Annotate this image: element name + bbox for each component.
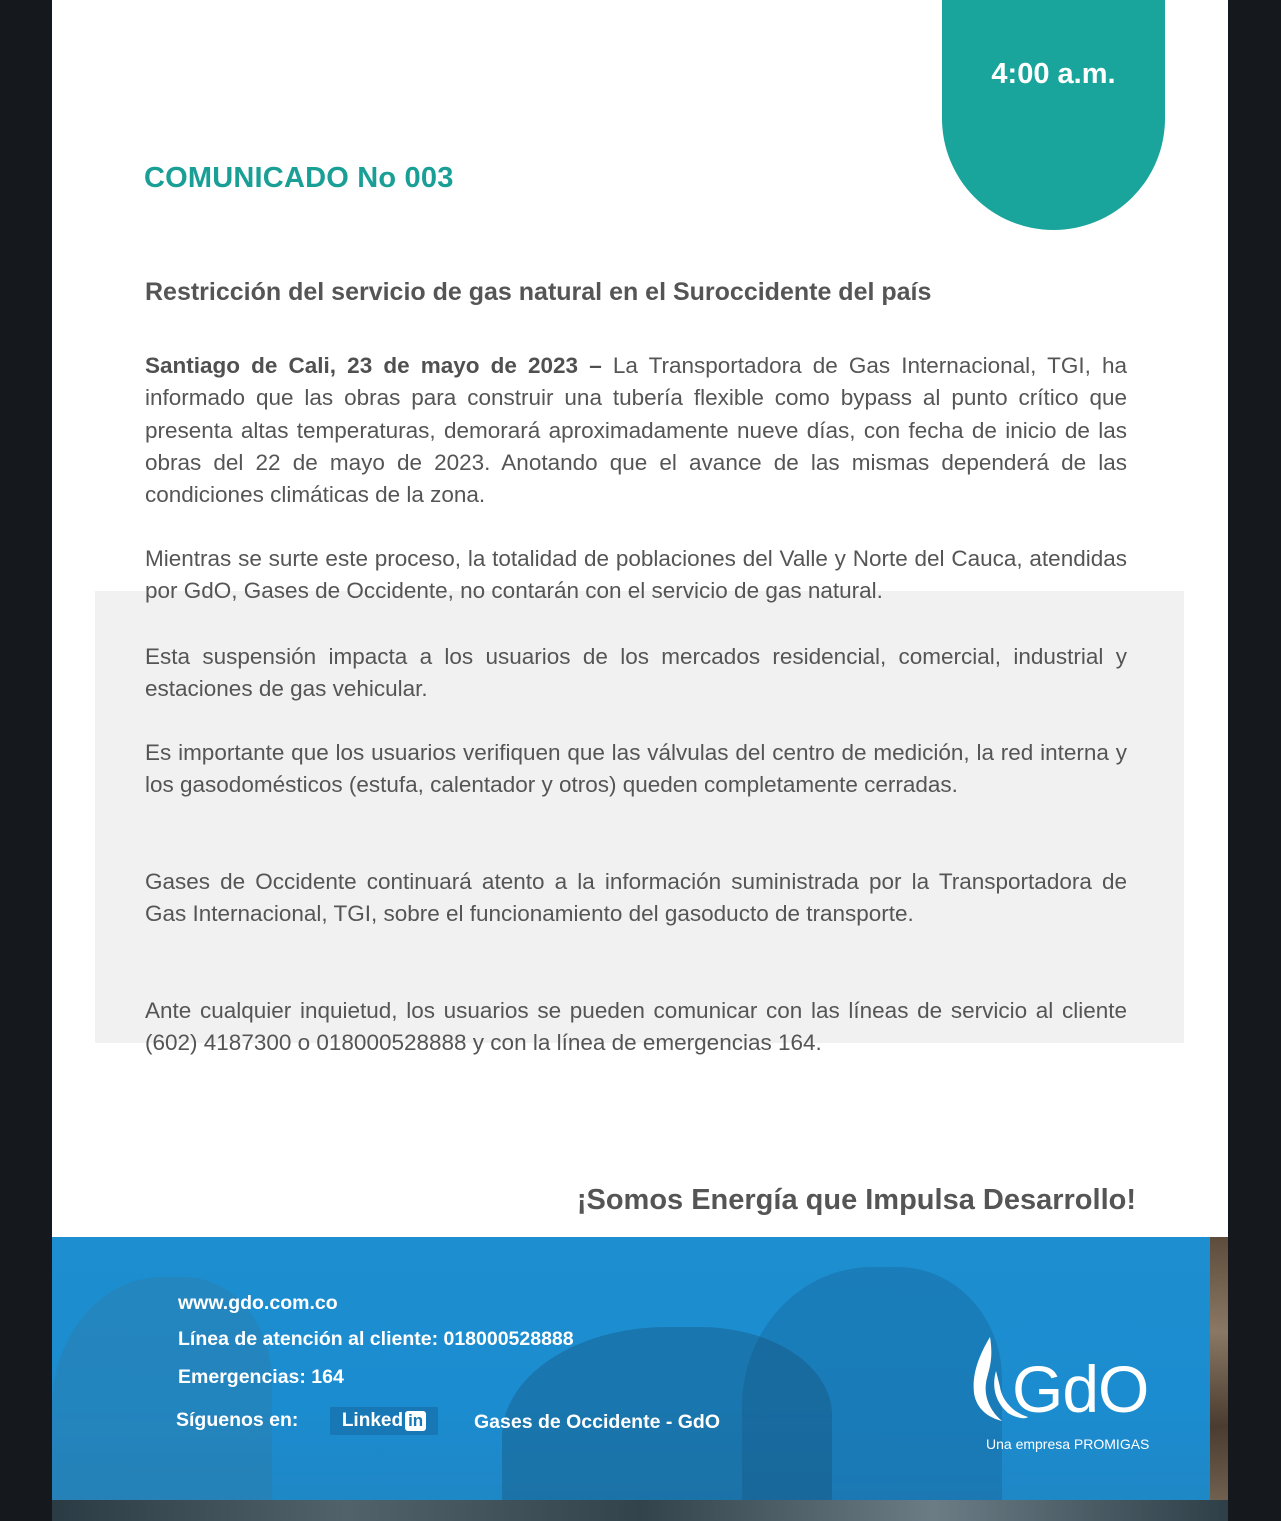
footer-bottom-strip bbox=[52, 1500, 1228, 1521]
footer-customer-line: Línea de atención al cliente: 018000528888 bbox=[178, 1328, 574, 1350]
paragraph-1 bbox=[145, 350, 1127, 511]
paragraph-3: Esta suspensión impacta a los usuarios de los mercados residencial, comercial, industrial y estaciones de gas vehicular. bbox=[145, 644, 1127, 702]
slogan: ¡Somos Energía que Impulsa Desarrollo! bbox=[576, 1184, 1136, 1216]
communique-page bbox=[52, 0, 1228, 1521]
paragraph-2: Mientras se surte este proceso, la totalidad de poblaciones del Valle y Norte del Cauca, atendidas por GdO, Gases de Occidente, no contarán con el servicio de gas natural. bbox=[145, 546, 1127, 604]
linkedin-icon[interactable] bbox=[330, 1407, 438, 1435]
paragraph-4: Es importante que los usuarios verifiquen que las válvulas del centro de medición, la red interna y los gasodomésticos (estufa, calentador y otros) queden completamente cerradas. bbox=[145, 740, 1127, 798]
paragraph-6: Ante cualquier inquietud, los usuarios se pueden comunicar con las líneas de servicio al cliente (602) 4187300 o 018000528888 y con la línea de emergencias 164. bbox=[145, 998, 1127, 1056]
footer-website[interactable]: www.gdo.com.co bbox=[178, 1292, 338, 1314]
logo-wordmark: GdO bbox=[1012, 1352, 1149, 1426]
linkedin-word: Linked bbox=[341, 1410, 404, 1431]
footer-linkedin-page[interactable]: Gases de Occidente - GdO bbox=[474, 1411, 720, 1433]
paragraph-5: Gases de Occidente continuará atento a la información suministrada por la Transportadora de Gas Internacional, TGI, sobre el funcionamiento del gasoducto de transporte. bbox=[145, 869, 1127, 927]
logo-subtitle: Una empresa PROMIGAS bbox=[986, 1436, 1150, 1452]
time-badge bbox=[942, 0, 1165, 230]
page-title: COMUNICADO No 003 bbox=[144, 162, 454, 194]
paragraph-1-lead: Santiago de Cali, 23 de mayo de 2023 – bbox=[145, 353, 602, 378]
time-badge-text: 4:00 a.m. bbox=[991, 58, 1116, 90]
footer bbox=[52, 1237, 1228, 1521]
footer-follow-label: Síguenos en: bbox=[176, 1409, 299, 1431]
gdo-logo bbox=[968, 1329, 1158, 1459]
footer-rock-shape bbox=[742, 1267, 1002, 1521]
subtitle: Restricción del servicio de gas natural en el Suroccidente del país bbox=[145, 278, 932, 306]
linkedin-in: in bbox=[405, 1411, 426, 1431]
paragraph-1-body: La Transportadora de Gas Internacional, TGI, ha informado que las obras para construir una tubería flexible como bypass al punto crítico que presenta altas temperaturas, demorará aproximadamente nueve días, con fecha de inicio de las obras del 22 de mayo de 2023. Anotando que el avance de las mismas dependerá de las condiciones climáticas de la zona. bbox=[145, 353, 1127, 508]
footer-rock-edge bbox=[1210, 1237, 1228, 1521]
footer-emergencies: Emergencias: 164 bbox=[178, 1366, 344, 1388]
